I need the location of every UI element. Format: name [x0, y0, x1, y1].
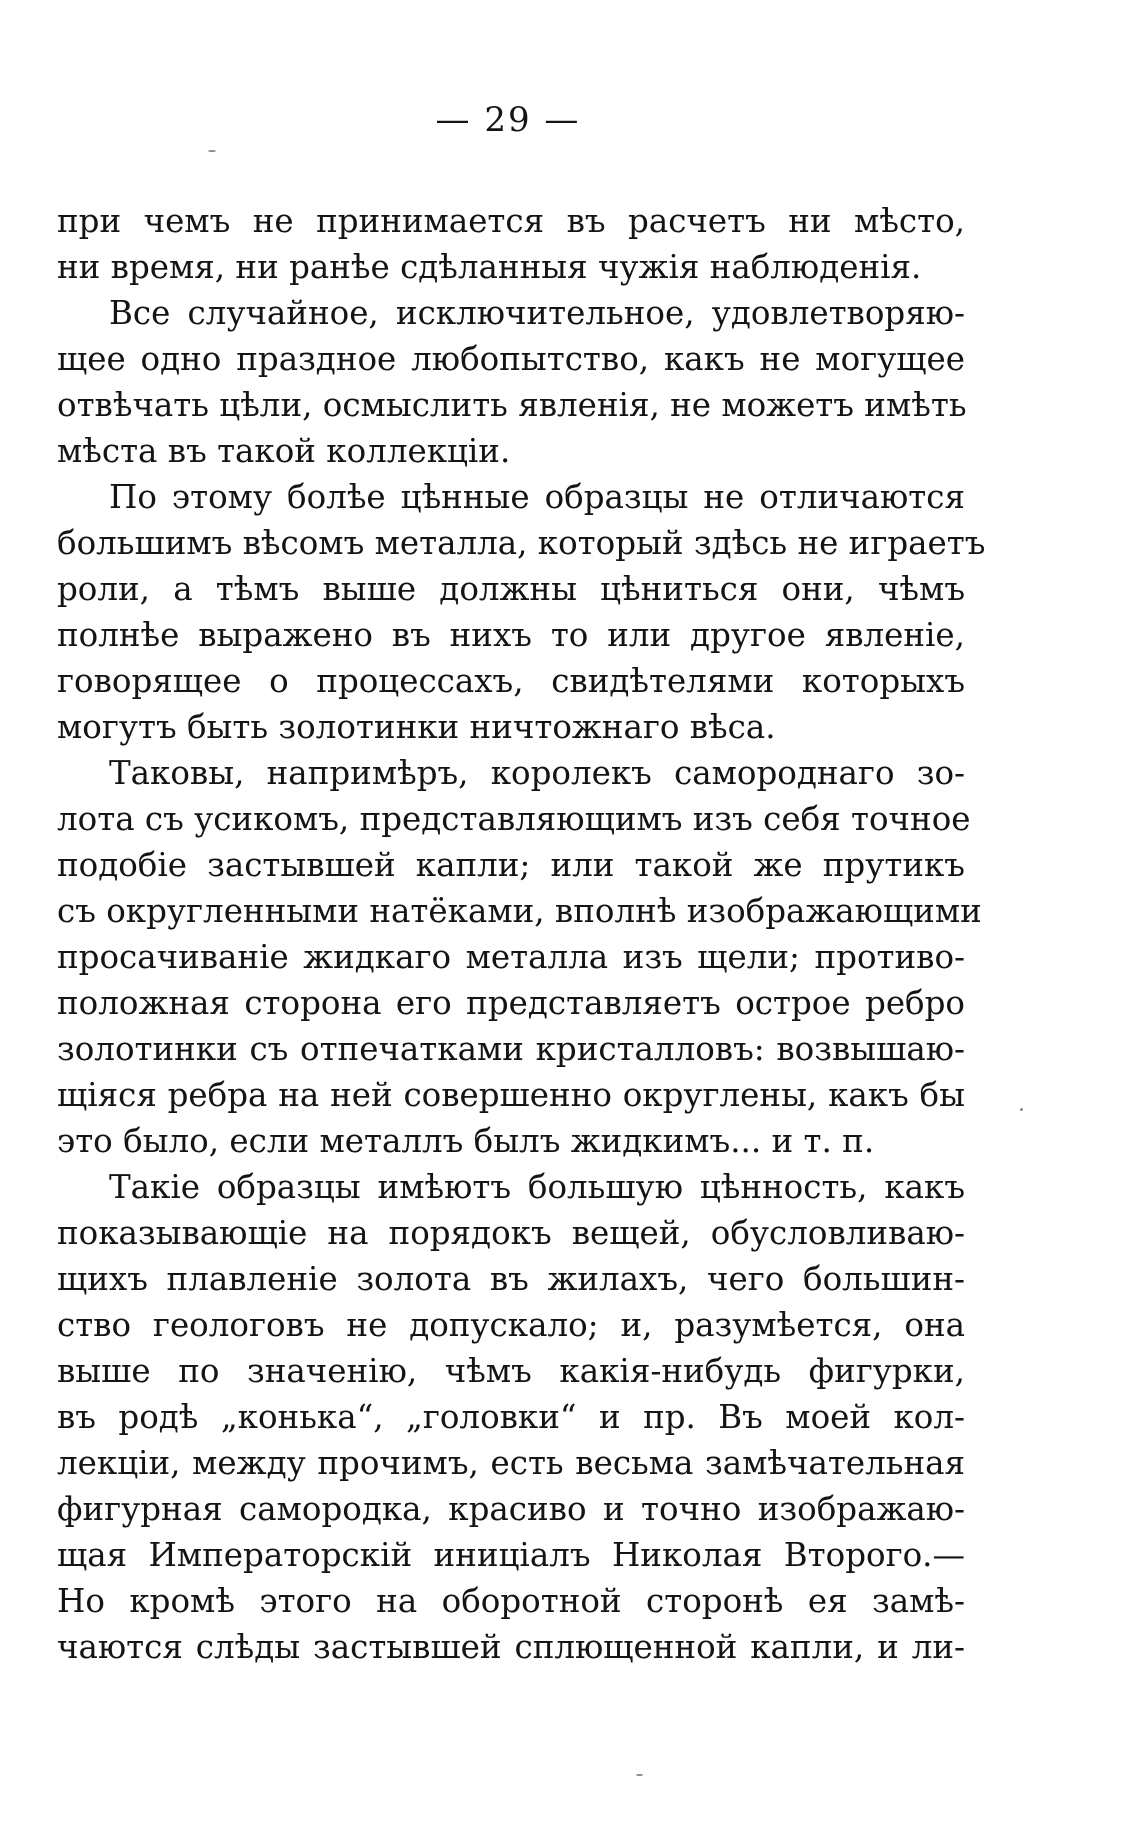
text-line: Все случайное, исключительное, удовлетворяю-: [109, 294, 965, 332]
text-line: Таковы, напримѣръ, королекъ самороднаго зо-: [109, 754, 965, 792]
text-line: выше по значенію, чѣмъ какія-нибудь фигурки,: [57, 1352, 965, 1390]
text-line: чаются слѣды застывшей сплющенной капли, и ли-: [57, 1628, 965, 1666]
paper-speck: [1020, 1108, 1023, 1111]
text-line: щее одно праздное любопытство, какъ не могущее: [57, 340, 965, 378]
paper-speck: [208, 150, 216, 152]
paper-speck: [636, 1774, 643, 1776]
page-number: — 29 —: [435, 100, 581, 140]
text-line: полнѣе выражено въ нихъ то или другое явленіе,: [57, 616, 965, 654]
text-line: говорящее о процессахъ, свидѣтелями которыхъ: [57, 662, 965, 700]
text-line: фигурная самородка, красиво и точно изображаю-: [57, 1490, 965, 1528]
text-line: Такіе образцы имѣютъ большую цѣнность, какъ: [109, 1168, 965, 1206]
text-line: роли, а тѣмъ выше должны цѣниться они, чѣмъ: [57, 570, 965, 608]
text-line: ство геологовъ не допускало; и, разумѣется, она: [57, 1306, 965, 1344]
text-line: мѣста въ такой коллекціи.: [57, 432, 511, 470]
text-line: показывающіе на порядокъ вещей, обусловливаю-: [57, 1214, 965, 1252]
text-line: въ родѣ „конька“, „головки“ и пр. Въ моей кол-: [57, 1398, 965, 1436]
text-line: Но кромѣ этого на оборотной сторонѣ ея замѣ-: [57, 1582, 965, 1620]
text-line: По этому болѣе цѣнные образцы не отличаются: [109, 478, 965, 516]
text-line: золотинки съ отпечатками кристалловъ: возвышаю-: [57, 1030, 965, 1068]
text-line: съ округленными натёками, вполнѣ изображающими: [57, 892, 982, 930]
text-line: при чемъ не принимается въ расчетъ ни мѣсто,: [57, 202, 965, 240]
text-line: большимъ вѣсомъ металла, который здѣсь не играетъ: [57, 524, 986, 562]
text-line: могутъ быть золотинки ничтожнаго вѣса.: [57, 708, 776, 746]
text-line: щая Императорскій иниціалъ Николая Второго.—: [57, 1536, 965, 1574]
text-line: отвѣчать цѣли, осмыслить явленія, не можетъ имѣть: [57, 386, 967, 424]
text-line: щихъ плавленіе золота въ жилахъ, чего большин-: [57, 1260, 965, 1298]
text-line: это было, если металлъ былъ жидкимъ... и т. п.: [57, 1122, 875, 1160]
text-line: подобіе застывшей капли; или такой же прутикъ: [57, 846, 965, 884]
text-line: просачиваніе жидкаго металла изъ щели; противо-: [57, 938, 965, 976]
text-line: щіяся ребра на ней совершенно округлены, какъ бы: [57, 1076, 965, 1114]
text-line: ни время, ни ранѣе сдѣланныя чужія наблюденія.: [57, 248, 922, 286]
text-line: лота съ усикомъ, представляющимъ изъ себя точное: [57, 800, 971, 838]
body-text: [57, 198, 986, 1670]
text-line: лекціи, между прочимъ, есть весьма замѣчательная: [57, 1444, 965, 1482]
text-line: положная сторона его представляетъ острое ребро: [57, 984, 965, 1022]
